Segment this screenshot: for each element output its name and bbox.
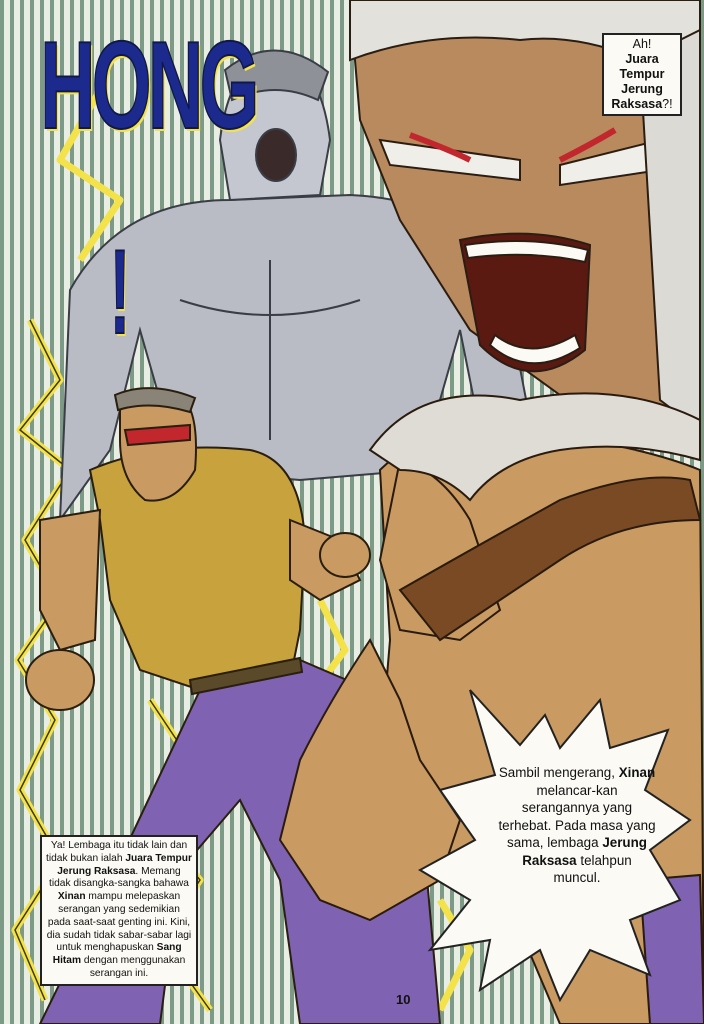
caption-left-bold-1: Juara Tempur Jerung Raksasa — [57, 852, 192, 877]
sfx-exclamation: ! — [110, 225, 130, 359]
caption-top-end: ?! — [662, 97, 673, 111]
caption-left-bold-2: Xinan — [57, 891, 86, 903]
caption-top-bold: Juara Tempur Jerung Raksasa — [611, 52, 665, 111]
caption-burst-bold-1: Xinan — [618, 765, 656, 780]
caption-top-line1: Ah! — [632, 37, 652, 51]
caption-burst-text-3: telahpun muncul. — [553, 852, 632, 885]
caption-left-text-1: Ya! Lembaga itu tidak lain dan tidak bukan ialah — [46, 840, 188, 864]
caption-left-text-4: dengan menggunakan serangan ini. — [81, 955, 186, 979]
caption-bottom-left — [40, 835, 198, 986]
caption-burst-text-2: melancar-kan serangannya yang terhebat. Pada masa yang sama, lembaga — [498, 782, 656, 850]
caption-burst-text-1: Sambil mengerang, — [498, 765, 619, 780]
caption-top-right — [602, 33, 682, 116]
caption-left-text-3: mampu melepaskan serangan yang sedemikian pada saat-saat genting ini. Kini, dia sudah tidak sabar-sabar lagi untuk menghapuskan — [46, 891, 192, 954]
page-number: 10 — [396, 992, 411, 1007]
caption-burst-bold-2: Jerung Raksasa — [522, 835, 647, 868]
caption-burst — [498, 764, 656, 887]
sfx-hong: HONG — [40, 17, 256, 155]
caption-left-text-2: . Memang tidak disangka-sangka bahawa — [49, 865, 189, 890]
caption-left-bold-3: Sang Hitam — [52, 942, 182, 967]
